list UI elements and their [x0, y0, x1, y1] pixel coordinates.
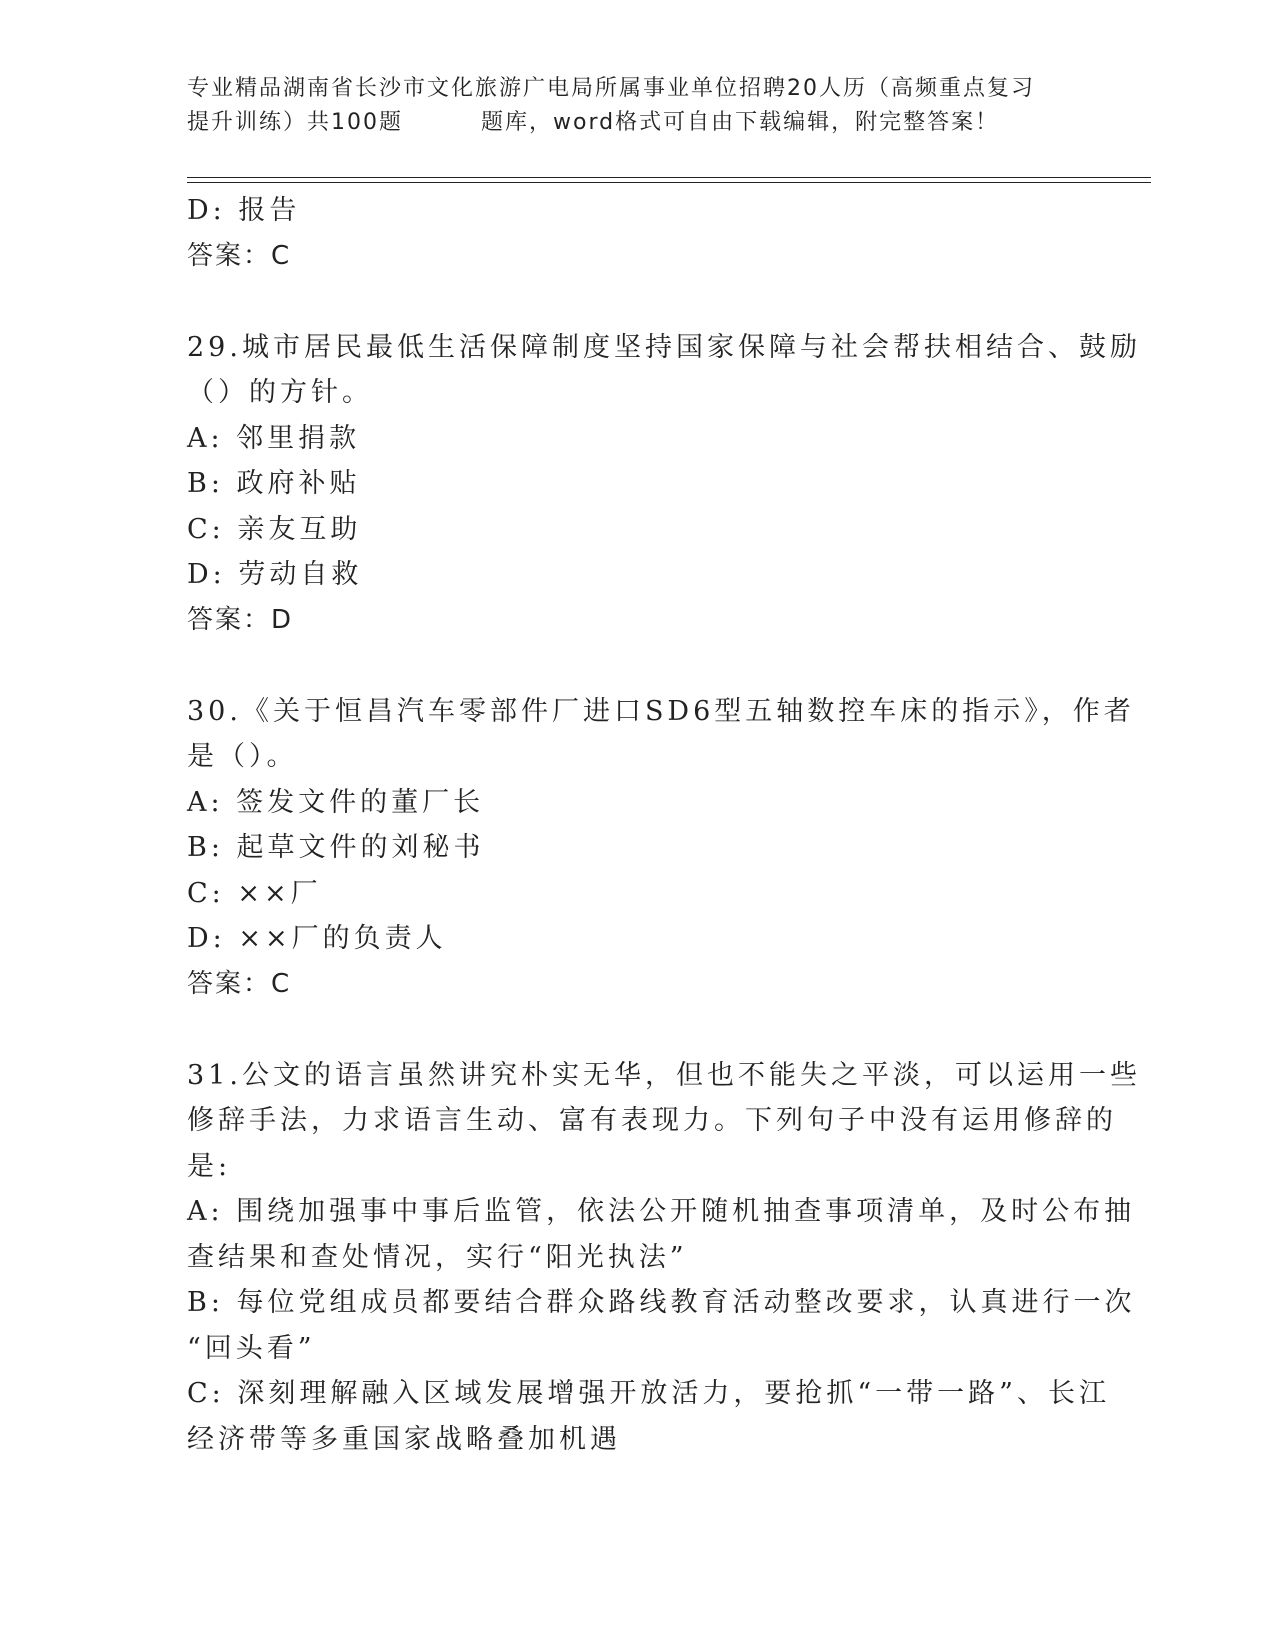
- question-30-option-c: C: ××厂: [187, 877, 322, 909]
- question-30-stem-line-1: 30.《关于恒昌汽车零部件厂进口SD6型五轴数控车床的指示》，作者: [187, 695, 1135, 727]
- question-31-option-c-line-2: 经济带等多重国家战略叠加机遇: [187, 1423, 621, 1455]
- question-31-stem-line-2: 修辞手法，力求语言生动、富有表现力。下列句子中没有运用修辞的: [187, 1105, 1117, 1136]
- question-29-option-a: A: 邻里捐款: [187, 422, 361, 454]
- question-29-option-b: B: 政府补贴: [187, 468, 361, 499]
- prev-option-d: D: 报告: [187, 195, 301, 226]
- question-29: [187, 325, 1141, 644]
- question-31-stem-line-1: 31.公文的语言虽然讲究朴实无华，但也不能失之平淡，可以运用一些: [187, 1059, 1141, 1091]
- header-line-2-left: 提升训练）共100题: [187, 110, 403, 135]
- document-body: [187, 188, 1141, 1462]
- question-29-answer: 答案：D: [187, 604, 294, 635]
- question-31-option-b-line-2: “回头看”: [187, 1332, 316, 1364]
- question-29-option-d: D: 劳动自救: [187, 559, 363, 590]
- question-29-stem-line-2: （）的方针。: [187, 377, 373, 408]
- question-31-stem-line-3: 是:: [187, 1150, 232, 1182]
- question-29-stem-line-1: 29.城市居民最低生活保障制度坚持国家保障与社会帮扶相结合、鼓励: [187, 331, 1141, 363]
- question-31-option-b-line-1: B: 每位党组成员都要结合群众路线教育活动整改要求，认真进行一次: [187, 1287, 1136, 1318]
- header-rule-bottom: [187, 182, 1151, 183]
- header-line-2-right: 题库，word格式可自由下载编辑，附完整答案！: [481, 110, 1000, 135]
- question-30-option-a: A: 签发文件的董厂长: [187, 786, 485, 818]
- question-30-option-b: B: 起草文件的刘秘书: [187, 832, 485, 863]
- question-31-option-c-line-1: C: 深刻理解融入区域发展增强开放活力，要抢抓“一带一路”、长江: [187, 1378, 1110, 1409]
- question-30-stem-line-2: 是（）。: [187, 741, 298, 772]
- question-31-option-a-line-2: 查结果和查处情况，实行“阳光执法”: [187, 1241, 688, 1273]
- question-30-answer: 答案：C: [187, 968, 292, 999]
- header-rule-top: [187, 177, 1151, 178]
- question-31: [187, 1053, 1141, 1463]
- header-line-1: 专业精品湖南省长沙市文化旅游广电局所属事业单位招聘20人历（高频重点复习: [187, 76, 1035, 101]
- page-header: [187, 72, 1087, 140]
- prev-answer: 答案：C: [187, 240, 292, 271]
- question-31-option-a-line-1: A: 围绕加强事中事后监管，依法公开随机抽查事项清单，及时公布抽: [187, 1196, 1136, 1227]
- question-29-option-c: C: 亲友互助: [187, 513, 362, 545]
- header-line-2: [187, 106, 1087, 140]
- question-30: [187, 689, 1135, 1008]
- question-30-option-d: D: ××厂的负责人: [187, 923, 447, 954]
